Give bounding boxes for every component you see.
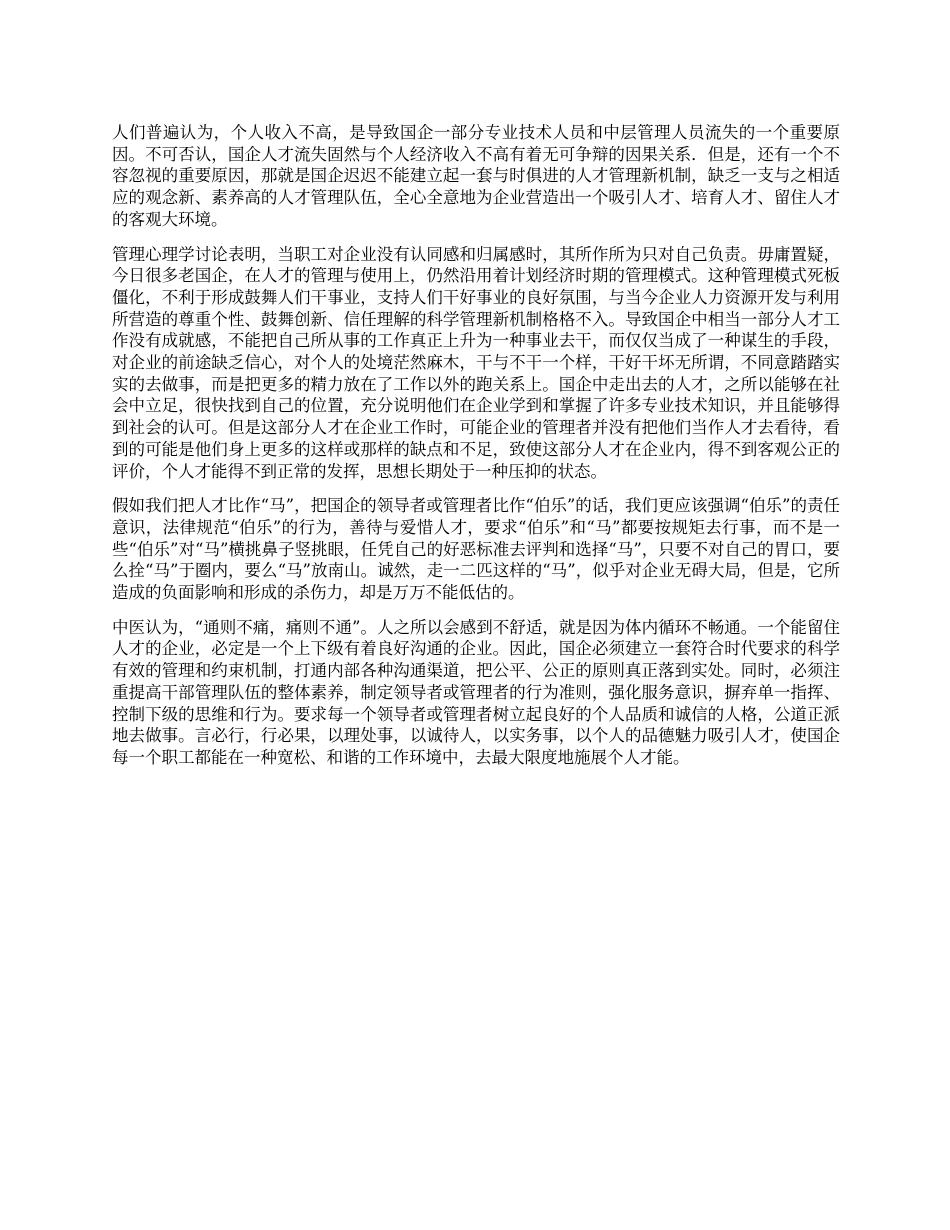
document-body <box>112 122 840 782</box>
paragraph-1: 人们普遍认为，个人收入不高，是导致国企一部分专业技术人员和中层管理人员流失的一个重要原因。不可否认，国企人才流失固然与个人经济收入不高有着无可争辩的因果关系．但是，还有一个不容忽视的重要原因，那就是国企迟迟不能建立起一套与时俱进的人才管理新机制，缺乏一支与之相适应的观念新、素养高的人才管理队伍，全心全意地为企业营造出一个吸引人才、培育人才、留住人才的客观大环境。 <box>112 123 840 229</box>
paragraph-3: 假如我们把人才比作“马”，把国企的领导者或管理者比作“伯乐”的话，我们更应该强调“伯乐”的责任意识，法律规范“伯乐”的行为，善待与爱惜人才，要求“伯乐”和“马”都要按规矩去行事，而不是一些“伯乐”对“马”横挑鼻子竖挑眼，任凭自己的好恶标准去评判和选择“马”，只要不对自己的胃口，要么拴“马”于圈内，要么“马”放南山。诚然，走一二匹这样的“马”，似乎对企业无碍大局，但是，它所造成的负面影响和形成的杀伤力，却是万万不能低估的。 <box>112 496 840 603</box>
paragraph-2: 管理心理学讨论表明，当职工对企业没有认同感和归属感时，其所作所为只对自己负责。毋庸置疑，今日很多老国企，在人才的管理与使用上，仍然沿用着计划经济时期的管理模式。这种管理模式死板僵化，不利于形成鼓舞人们干事业，支持人们干好事业的良好氛围，与当今企业人力资源开发与利用所营造的尊重个性、鼓舞创新、信任理解的科学管理新机制格格不入。导致国企中相当一部分人才工作没有成就感，不能把自己所从事的工作真正上升为一种事业去干，而仅仅当成了一种谋生的手段，对企业的前途缺乏信心，对个人的处境茫然麻木，干与不干一个样，干好干坏无所谓，不同意踏踏实实的去做事，而是把更多的精力放在了工作以外的跑关系上。国企中走出去的人才，之所以能够在社会中立足，很快找到自己的位置，充分说明他们在企业学到和掌握了许多专业技术知识，并且能够得到社会的认可。但是这部分人才在企业工作时，可能企业的管理者并没有把他们当作人才去看待，看到的可能是他们身上更多的这样或那样的缺点和不足，致使这部分人才在企业内，得不到客观公正的评价，个人才能得不到正常的发挥，思想长期处于一种压抑的状态。 <box>112 244 840 481</box>
paragraph-4: 中医认为，“通则不痛，痛则不通”。人之所以会感到不舒适，就是因为体内循环不畅通。一个能留住人才的企业，必定是一个上下级有着良好沟通的企业。因此，国企必须建立一套符合时代要求的科学有效的管理和约束机制，打通内部各种沟通渠道，把公平、公正的原则真正落到实处。同时，必须注重提高干部管理队伍的整体素养，制定领导者或管理者的行为准则，强化服务意识，摒弃单一指挥、控制下级的思维和行为。要求每一个领导者或管理者树立起良好的个人品质和诚信的人格，公道正派地去做事。言必行，行必果，以理处事，以诚待人，以实务事，以个人的品德魅力吸引人才，使国企每一个职工都能在一种宽松、和谐的工作环境中，去最大限度地施展个人才能。 <box>112 617 840 767</box>
